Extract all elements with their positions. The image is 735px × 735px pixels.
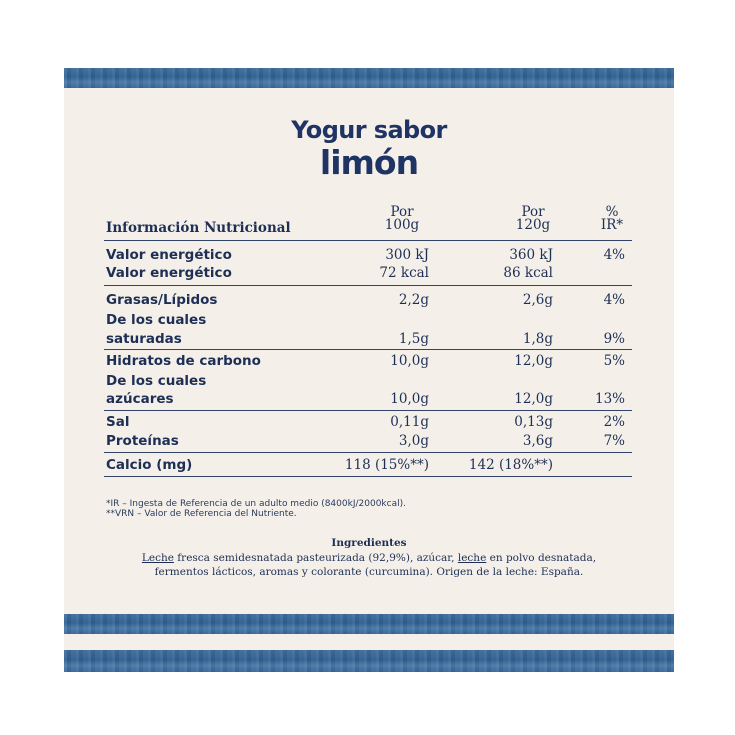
footnote-vrn: **VRN – Valor de Referencia del Nutriente.	[106, 509, 297, 519]
table-rule	[104, 285, 632, 286]
ingredients-title: Ingredientes	[331, 537, 407, 549]
middle-blue-stripe	[64, 614, 674, 634]
col-per-100g-header: Por 100g	[384, 204, 420, 233]
table-rule	[104, 240, 632, 241]
product-title-line1: Yogur sabor	[291, 116, 447, 144]
ingredient-allergen-leche: leche	[457, 552, 487, 564]
table-rule	[104, 476, 632, 477]
nutrition-card: Yogur sabor limón Información Nutricional Por 100g Por 120g % IR* Valor energético 300 kJ 360 kJ 4% Valor energético 72 kcal 86 kcal Grasas/Lípidos 2,2g 2,6g 4% De los cuales saturadas 1,5g 1,8g 9% Hidratos de carbono 10,0g 12,0g 5% De los cuales azúcares 10,0g 12,0g 13% Sal 0,11g 0,13g 2% Proteínas 3,0g 3,6g 7% Calcio (mg) 118 (15%**) 142 (18%**) *IR – Ingesta de Referencia de un adulto medio (8400kJ/2000kcal). **VRN – Valor de Referencia del Nutriente. Ingredientes Leche fresca semidesnatada pasteurizada (92,9%), azúcar, leche en polvo desnatada, fermentos lácticos, aromas y colorante (curcumina). Origen de la leche: España.	[64, 68, 674, 672]
ingredients-line1: Leche fresca semidesnatada pasteurizada (92,9%), azúcar, leche en polvo desnatada,	[141, 552, 597, 564]
table-rule	[104, 452, 632, 453]
col-ir-header: % IR*	[600, 204, 624, 233]
nutrition-info-heading: Información Nutricional	[106, 220, 291, 236]
ingredient-allergen-leche: Leche	[141, 552, 174, 564]
table-rule	[104, 349, 632, 350]
product-title-line2: limón	[319, 143, 419, 182]
top-blue-stripe	[64, 68, 674, 88]
ingredients-line2: fermentos lácticos, aromas y colorante (curcumina). Origen de la leche: España.	[154, 566, 584, 578]
table-rule	[104, 410, 632, 411]
footnote-ir: *IR – Ingesta de Referencia de un adulto medio (8400kJ/2000kcal).	[106, 499, 406, 509]
ingredients-text	[104, 551, 634, 579]
bottom-blue-stripe	[64, 650, 674, 672]
col-per-120g-header: Por 120g	[515, 204, 551, 233]
